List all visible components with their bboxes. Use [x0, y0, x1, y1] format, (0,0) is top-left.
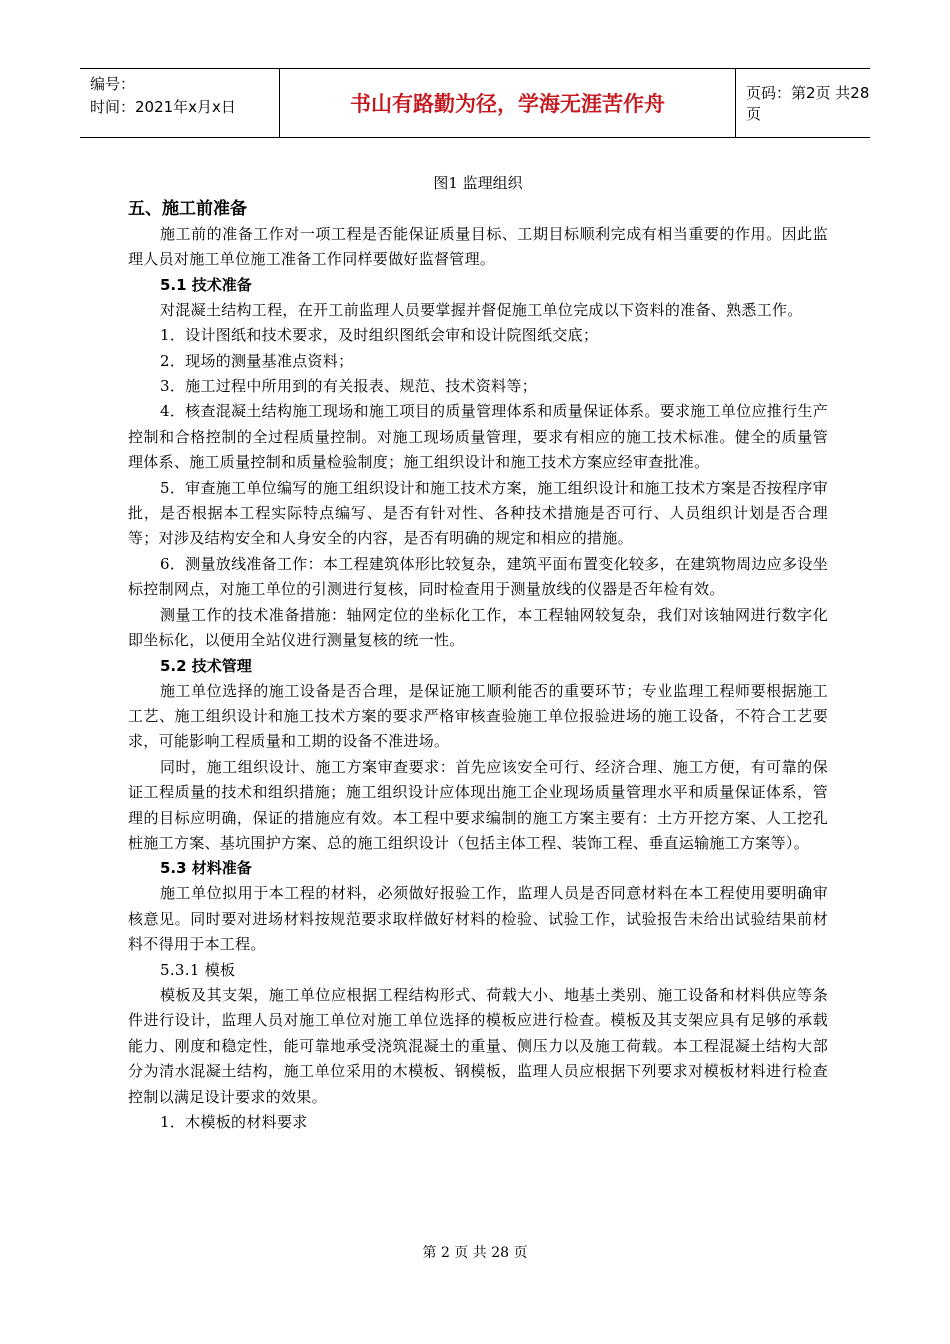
paragraph: 施工前的准备工作对一项工程是否能保证质量目标、工期目标顺利完成有相当重要的作用。因此监理人员对施工单位施工准备工作同样要做好监督管理。	[128, 225, 828, 269]
paragraph: 对混凝土结构工程，在开工前监理人员要掌握并督促施工单位完成以下资料的准备、熟悉工作。	[160, 300, 803, 319]
document-body	[128, 170, 828, 1135]
paragraph: 施工单位拟用于本工程的材料，必须做好报验工作，监理人员是否同意材料在本工程使用要明确审核意见。同时要对进场材料按规范要求取样做好材料的检验、试验工作，试验报告未给出试验结果前材料不得用于本工程。	[128, 884, 828, 954]
paragraph: 6．测量放线准备工作：本工程建筑体形比较复杂，建筑平面布置变化较多，在建筑物周边应多设坐标控制网点，对施工单位的引测进行复核，同时检查用于测量放线的仪器是否年检有效。	[128, 554, 828, 599]
paragraph: 测量工作的技术准备措施：轴网定位的坐标化工作，本工程轴网较复杂，我们对该轴网进行数字化即坐标化，以便用全站仪进行测量复核的统一性。	[128, 605, 828, 650]
paragraph: 5.3.1 模板	[160, 960, 236, 979]
paragraph: 同时，施工组织设计、施工方案审查要求：首先应该安全可行、经济合理、施工方便，有可靠的保证工程质量的技术和组织措施；施工组织设计应体现出施工企业现场质量管理水平和质量保证体系，管理的目标应明确，保证的措施应有效。本工程中要求编制的施工方案主要有：土方开挖方案、人工挖孔桩施工方案、基坑围护方案、总的施工组织设计（包括主体工程、装饰工程、垂直运输施工方案等）。	[128, 757, 828, 852]
header-meta	[80, 69, 280, 137]
subsection-heading: 5.2 技术管理	[160, 656, 252, 675]
paragraph: 3．施工过程中所用到的有关报表、规范、技术资料等；	[160, 377, 538, 396]
header-page-info: 页码：第2页 共28页	[746, 84, 870, 123]
page-header	[80, 68, 870, 138]
figure-caption: 图1 监理组织	[433, 174, 523, 192]
paragraph: 1．设计图纸和技术要求，及时组织图纸会审和设计院图纸交底；	[160, 326, 599, 345]
subsection-heading: 5.3 材料准备	[160, 859, 252, 878]
document-code-label: 编号：	[90, 75, 136, 93]
paragraph: 1．木模板的材料要求	[160, 1113, 308, 1131]
paragraph: 2．现场的测量基准点资料；	[160, 351, 354, 370]
paragraph: 5．审查施工单位编写的施工组织设计和施工技术方案，施工组织设计和施工技术方案是否按程序审批，是否根据本工程实际特点编写、是否有针对性、各种技术措施是否可行、人员组织计划是否合理等；对涉及结构安全和人身安全的内容，是否有明确的规定和相应的措施。	[128, 478, 828, 548]
page-footer: 第 2 页 共 28 页	[422, 1245, 528, 1261]
paragraph-list	[128, 222, 828, 1135]
paragraph: 施工单位选择的施工设备是否合理，是保证施工顺利能否的重要环节；专业监理工程师要根据施工工艺、施工组织设计和施工技术方案的要求严格审核查验施工单位报验进场的施工设备，不符合工艺要求，可能影响工程质量和工期的设备不准进场。	[128, 681, 828, 751]
subsection-heading: 5.1 技术准备	[160, 275, 252, 294]
section-title: 五、施工前准备	[128, 199, 247, 219]
header-motto: 书山有路勤为径，学海无涯苦作舟	[280, 69, 736, 137]
paragraph: 4．核查混凝土结构施工现场和施工项目的质量管理体系和质量保证体系。要求施工单位应推行生产控制和合格控制的全过程质量控制。对施工现场质量管理，要求有相应的施工技术标准。健全的质量管理体系、施工质量控制和质量检验制度；施工组织设计和施工技术方案应经审查批准。	[128, 402, 828, 472]
paragraph: 模板及其支架，施工单位应根据工程结构形式、荷载大小、地基土类别、施工设备和材料供应等条件进行设计，监理人员对施工单位对施工单位选择的模板应进行检查。模板及其支架应具有足够的承载能力、刚度和稳定性，能可靠地承受浇筑混凝土的重量、侧压力以及施工荷载。本工程混凝土结构大部分为清水混凝土结构，施工单位采用的木模板、钢模板，监理人员应根据下列要求对模板材料进行检查控制以满足设计要求的效果。	[128, 985, 828, 1106]
document-time: 时间：2021年x月x日	[90, 98, 236, 116]
